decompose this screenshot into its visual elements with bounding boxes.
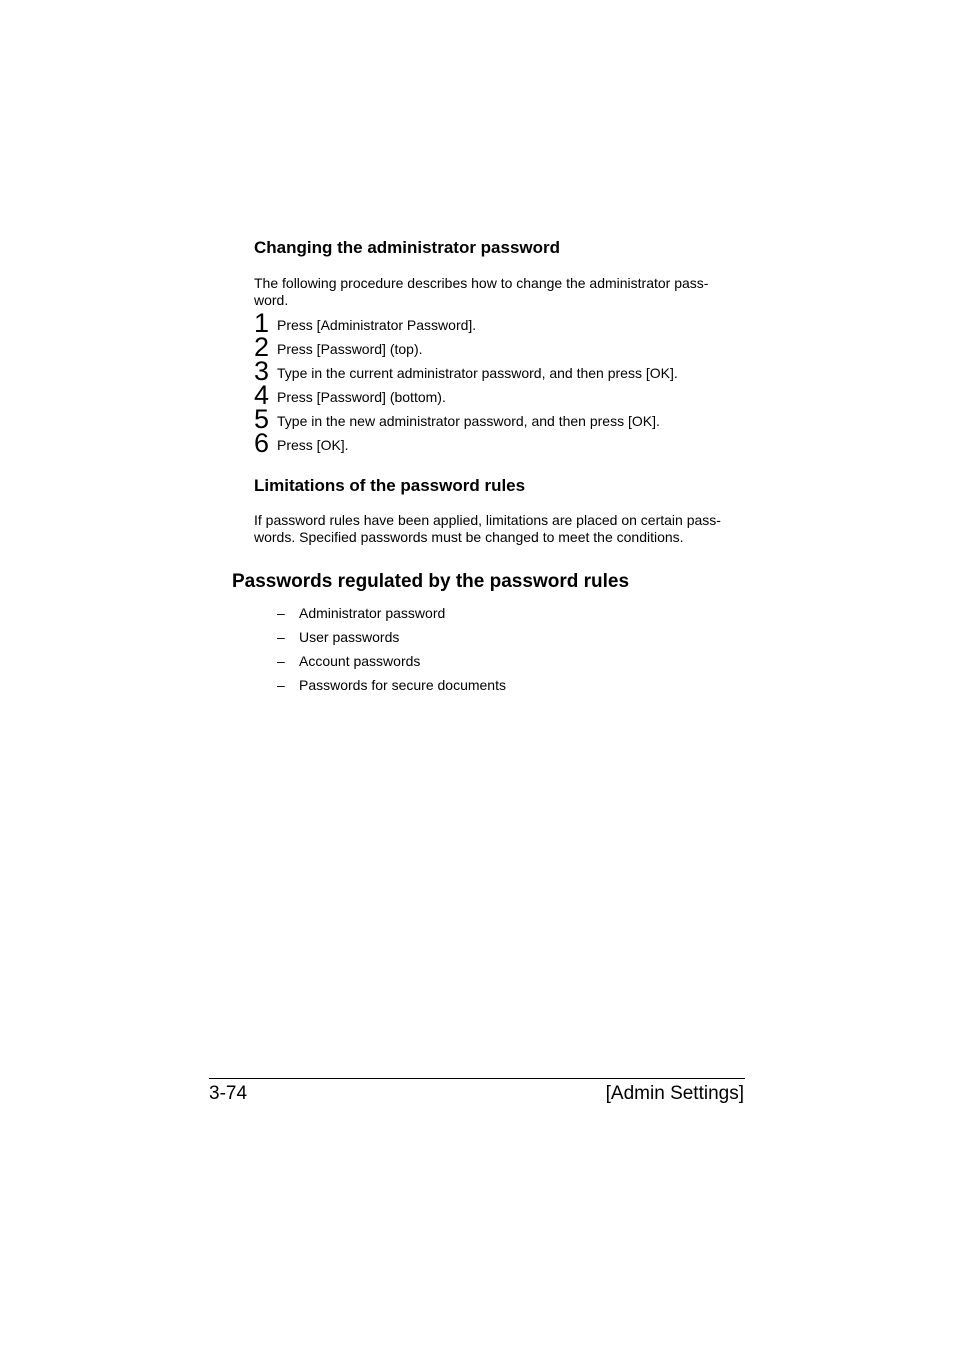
list-item-text: User passwords — [299, 629, 400, 645]
step-text: Type in the current administrator password, and then press [OK]. — [277, 365, 678, 381]
step-text: Press [Administrator Password]. — [277, 317, 477, 333]
dash-bullet: – — [277, 605, 285, 621]
intro-line: The following procedure describes how to change the administrator pass- — [254, 275, 709, 291]
list-item — [277, 677, 677, 697]
intro-line: word. — [254, 292, 289, 308]
step-text: Press [Password] (top). — [277, 341, 423, 357]
step-3 — [254, 356, 754, 386]
limitations-body — [254, 512, 734, 546]
dash-bullet: – — [277, 677, 285, 693]
page-number: 3-74 — [209, 1083, 248, 1104]
changing-password-heading: Changing the administrator password — [254, 238, 561, 257]
list-item — [277, 605, 677, 625]
list-item — [277, 653, 677, 673]
body-line: If password rules have been applied, limitations are placed on certain pass- — [254, 512, 721, 528]
step-number: 6 — [254, 428, 270, 458]
changing-password-intro — [254, 275, 734, 309]
list-item — [277, 629, 677, 649]
step-number: 5 — [254, 404, 270, 434]
step-number: 4 — [254, 380, 270, 410]
step-text: Press [OK]. — [277, 437, 349, 453]
footer-rule — [209, 1078, 745, 1079]
step-text: Press [Password] (bottom). — [277, 389, 446, 405]
step-6 — [254, 428, 754, 458]
step-text: Type in the new administrator password, and then press [OK]. — [277, 413, 660, 429]
dash-bullet: – — [277, 629, 285, 645]
regulated-passwords-heading: Passwords regulated by the password rules — [232, 571, 630, 592]
step-4 — [254, 380, 754, 410]
dash-bullet: – — [277, 653, 285, 669]
step-number: 3 — [254, 356, 270, 386]
step-1 — [254, 308, 754, 338]
limitations-heading: Limitations of the password rules — [254, 476, 526, 495]
step-number: 1 — [254, 308, 270, 338]
body-line: words. Specified passwords must be changed to meet the conditions. — [254, 529, 684, 545]
step-2 — [254, 332, 754, 362]
step-5 — [254, 404, 754, 434]
list-item-text: Account passwords — [299, 653, 421, 669]
list-item-text: Passwords for secure documents — [299, 677, 506, 693]
footer-section-name: [Admin Settings] — [605, 1083, 744, 1104]
list-item-text: Administrator password — [299, 605, 446, 621]
step-number: 2 — [254, 332, 270, 362]
